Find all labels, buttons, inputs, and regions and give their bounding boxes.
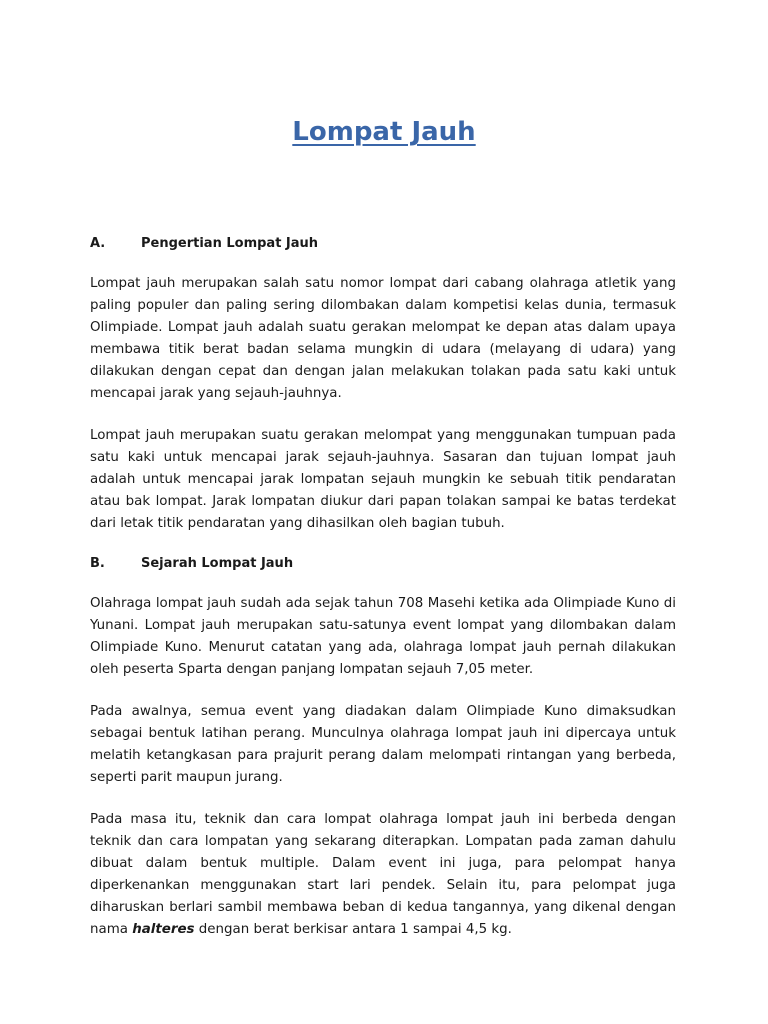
emphasized-term: halteres — [132, 922, 195, 937]
paragraph: Lompat jauh merupakan suatu gerakan melompat yang menggunakan tumpuan pada satu kaki untuk mencapai jarak sejauh-jauhnya. Sasaran dan tujuan lompat jauh adalah untuk mencapai jarak lompatan sejauh mungkin ke sebuah titik pendaratan atau bak lompat. Jarak lompatan diukur dari papan tolakan sampai ke batas terdekat dari letak titik pendaratan yang dihasilkan oleh bagian tubuh. — [90, 428, 676, 531]
section-title: Pengertian Lompat Jauh — [141, 236, 319, 251]
paragraph-with-term — [90, 809, 676, 941]
section-title: Sejarah Lompat Jauh — [141, 556, 294, 571]
section-heading-b — [90, 553, 676, 575]
paragraph: Olahraga lompat jauh sudah ada sejak tahun 708 Masehi ketika ada Olimpiade Kuno di Yunani. Lompat jauh merupakan satu-satunya event lompat yang dilombakan dalam Olimpiade Kuno. Menurut catatan yang ada, olahraga lompat jauh pernah dilakukan oleh peserta Sparta dengan panjang lompatan sejauh 7,05 meter. — [90, 596, 676, 677]
section-letter: A. — [90, 236, 106, 251]
document-body — [90, 233, 676, 941]
paragraph: Lompat jauh merupakan salah satu nomor lompat dari cabang olahraga atletik yang paling populer dan paling sering dilombakan dalam kompetisi kelas dunia, termasuk Olimpiade. Lompat jauh adalah suatu gerakan melompat ke depan atas dalam upaya membawa titik berat badan selama mungkin di udara (melayang di udara) yang dilakukan dengan cepat dan dengan jalan melakukan tolakan pada satu kaki untuk mencapai jarak yang sejauh-jauhnya. — [90, 276, 676, 401]
page-title: Lompat Jauh — [292, 117, 476, 147]
paragraph-text: Pada masa itu, teknik dan cara lompat olahraga lompat jauh ini berbeda dengan teknik dan cara lompatan yang sekarang diterapkan. Lompatan pada zaman dahulu dibuat dalam bentuk multiple. Dalam event ini juga, para pelompat hanya diperkenankan menggunakan start lari pendek. Selain itu, para pelompat juga diharuskan berlari sambil membawa beban di kedua tangannya, yang dikenal dengan nama — [90, 812, 676, 937]
paragraph-text: dengan berat berkisar antara 1 sampai 4,5 kg. — [194, 922, 512, 937]
section-heading-a — [90, 233, 676, 255]
paragraph: Pada awalnya, semua event yang diadakan dalam Olimpiade Kuno dimaksudkan sebagai bentuk latihan perang. Munculnya olahraga lompat jauh ini dipercaya untuk melatih ketangkasan para prajurit perang dalam melompati rintangan yang berbeda, seperti parit maupun jurang. — [90, 704, 676, 785]
section-letter: B. — [90, 556, 105, 571]
